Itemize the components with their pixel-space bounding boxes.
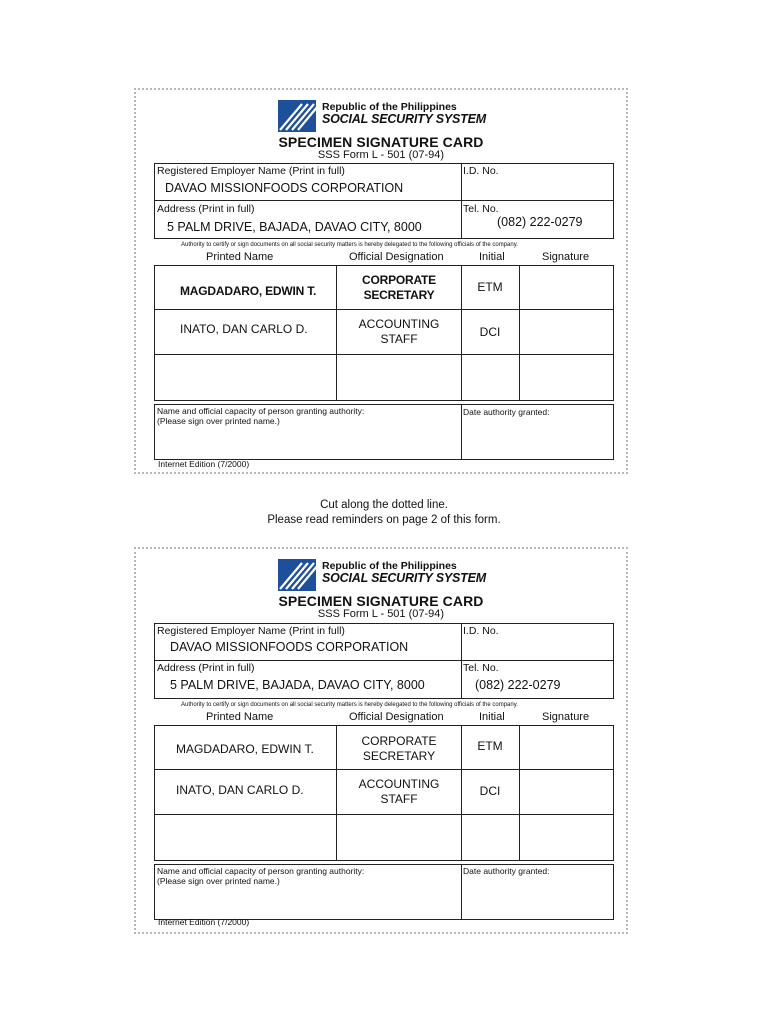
table-row-1-designation-line2: SECRETARY (363, 288, 435, 302)
date-authority-label: Date authority granted: (463, 866, 550, 876)
employer-name-value: DAVAO MISSIONFOODS CORPORATION (165, 181, 404, 195)
table-row-1-initial: ETM (477, 739, 503, 753)
form-number: SSS Form L - 501 (07-94) (317, 608, 445, 620)
table-row-1-initial: ETM (477, 280, 503, 294)
card-title: SPECIMEN SIGNATURE CARD (278, 134, 484, 150)
address-label: Address (Print in full) (157, 662, 255, 674)
edition-note: Internet Edition (7/2000) (158, 459, 250, 469)
tel-label: Tel. No. (463, 203, 499, 215)
col-signature: Signature (542, 251, 590, 263)
tel-value: (082) 222-0279 (475, 678, 561, 692)
authority-note: Authority to certify or sign documents on all social security matters is hereby delegated to the following officials of the company. (181, 702, 518, 708)
cut-instruction: Cut along the dotted line. (320, 499, 448, 511)
sss-logo-icon (278, 100, 316, 132)
id-number-label: I.D. No. (463, 165, 499, 177)
employer-name-label: Registered Employer Name (Print in full) (157, 165, 345, 177)
table-row-2-designation-line2: STAFF (380, 792, 418, 806)
logo-sss-text: SOCIAL SECURITY SYSTEM (322, 112, 486, 126)
col-initial: Initial (479, 251, 505, 263)
table-row-2-designation-line2: STAFF (380, 332, 418, 346)
col-printed-name: Printed Name (206, 251, 274, 263)
logo-republic-text: Republic of the Philippines (322, 101, 457, 113)
address-value: 5 PALM DRIVE, BAJADA, DAVAO CITY, 8000 (170, 678, 425, 692)
granting-authority-label: Name and official capacity of person granting authority: (157, 406, 365, 416)
table-row-1-name: MAGDADARO, EDWIN T. (180, 284, 317, 298)
col-initial: Initial (479, 711, 505, 723)
table-row-2-initial: DCI (479, 784, 501, 798)
logo-republic-text: Republic of the Philippines (322, 560, 457, 572)
table-row-2-designation-line1: ACCOUNTING (358, 317, 440, 331)
table-row-2-initial: DCI (479, 325, 501, 339)
sss-logo-icon (278, 559, 316, 591)
specimen-signature-card-2 (134, 547, 628, 934)
authority-note: Authority to certify or sign documents on all social security matters is hereby delegated to the following officials of the company. (181, 242, 518, 248)
specimen-signature-card-1 (134, 88, 628, 474)
form-number: SSS Form L - 501 (07-94) (317, 149, 445, 161)
employer-name-value: DAVAO MISSIONFOODS CORPORATION (170, 640, 409, 654)
address-value: 5 PALM DRIVE, BAJADA, DAVAO CITY, 8000 (167, 220, 422, 234)
reminder-instruction: Please read reminders on page 2 of this form. (267, 514, 501, 526)
table-row-1-designation-line1: CORPORATE (361, 734, 437, 748)
table-row-1-designation-line2: SECRETARY (362, 749, 436, 763)
col-signature: Signature (542, 711, 590, 723)
employer-name-label: Registered Employer Name (Print in full) (157, 625, 345, 637)
card-title: SPECIMEN SIGNATURE CARD (278, 593, 484, 609)
table-row-1-name: MAGDADARO, EDWIN T. (176, 742, 314, 756)
table-row-2-name: INATO, DAN CARLO D. (176, 783, 304, 797)
table-row-2-designation-line1: ACCOUNTING (358, 777, 440, 791)
sign-over-name-note: (Please sign over printed name.) (157, 876, 280, 886)
edition-note: Internet Edition (7/2000) (158, 917, 250, 927)
id-number-label: I.D. No. (463, 625, 499, 637)
tel-label: Tel. No. (463, 662, 499, 674)
sign-over-name-note: (Please sign over printed name.) (157, 416, 280, 426)
tel-value: (082) 222-0279 (497, 215, 583, 229)
col-official-designation: Official Designation (349, 251, 444, 263)
address-label: Address (Print in full) (157, 203, 255, 215)
logo-sss-text: SOCIAL SECURITY SYSTEM (322, 571, 486, 585)
granting-authority-label: Name and official capacity of person granting authority: (157, 866, 365, 876)
table-row-2-name: INATO, DAN CARLO D. (180, 322, 308, 336)
date-authority-label: Date authority granted: (463, 407, 550, 417)
table-row-1-designation-line1: CORPORATE (362, 273, 436, 287)
col-official-designation: Official Designation (349, 711, 444, 723)
col-printed-name: Printed Name (206, 711, 274, 723)
